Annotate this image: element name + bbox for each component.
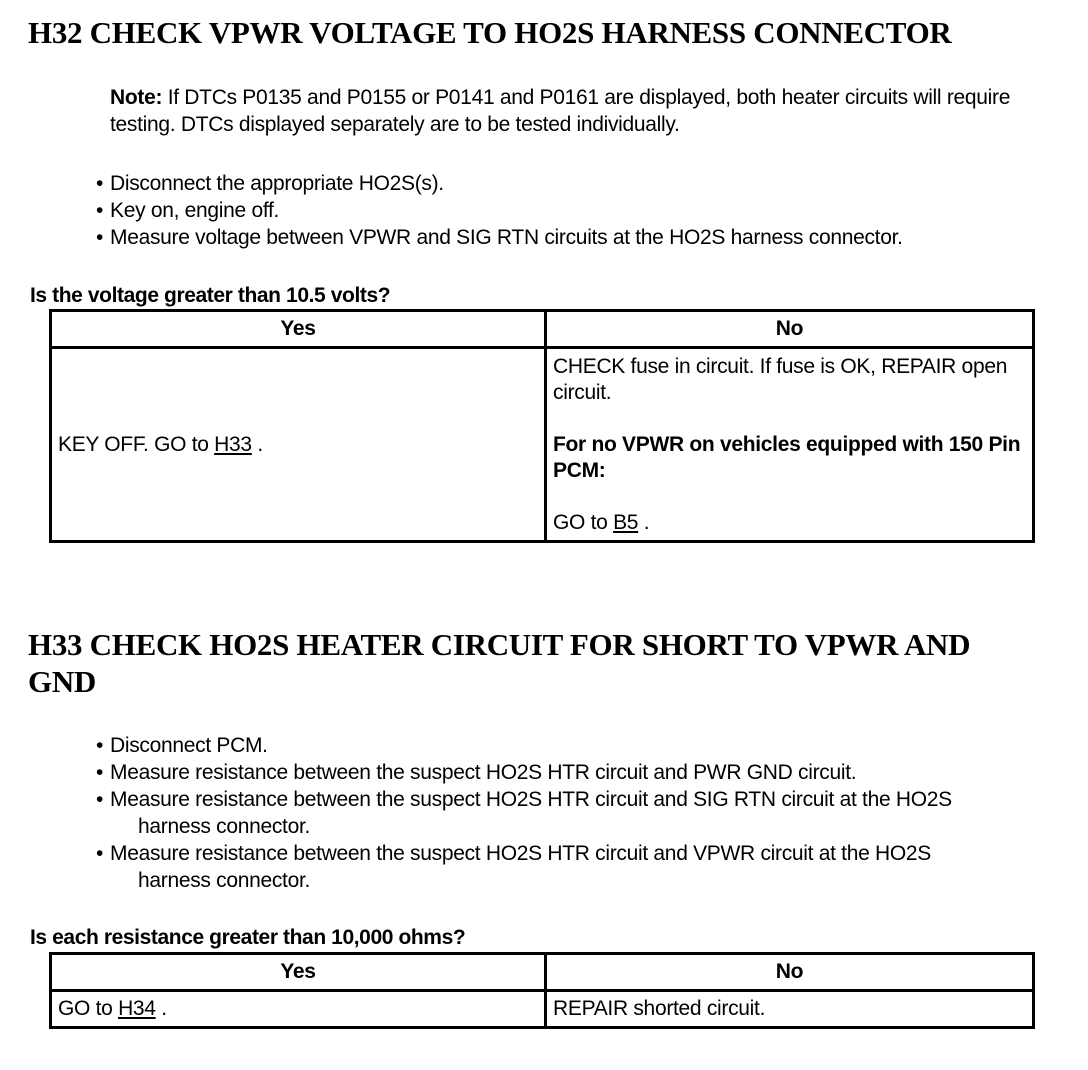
no-instruction: CHECK fuse in circuit. If fuse is OK, REPAIR open circuit. [553, 355, 1008, 404]
bullet-icon: • [96, 172, 104, 195]
yes-suffix: . [251, 432, 263, 456]
bullet-icon: • [96, 761, 104, 784]
list-item [96, 170, 903, 197]
no-suffix: . [638, 511, 650, 534]
h32-title: H32 CHECK VPWR VOLTAGE TO HO2S HARNESS CONNECTOR [28, 15, 952, 50]
h32-steps [96, 170, 903, 251]
no-header: No [546, 954, 1034, 991]
h33-title-line1: H33 CHECK HO2S HEATER CIRCUIT FOR SHORT TO VPWR AND [28, 627, 971, 662]
no-header: No [546, 311, 1034, 348]
no-subheading: For no VPWR on vehicles equipped with 150 Pin PCM: [553, 433, 1021, 482]
yes-text: GO to [58, 997, 119, 1020]
no-cell: REPAIR shorted circuit. [546, 991, 1034, 1028]
no-goto [553, 510, 1026, 536]
no-prefix: GO to [553, 511, 614, 534]
bullet-icon: • [96, 734, 104, 757]
step-text: Measure resistance between the suspect HO2S HTR circuit and VPWR circuit at the HO2S [110, 842, 931, 865]
note-text: If DTCs P0135 and P0155 or P0141 and P0161 are displayed, both heater circuits will require testing. DTCs displayed separately are to be tested individually. [110, 86, 1011, 136]
h33-link[interactable]: H33 [214, 432, 252, 456]
step-text: Measure voltage between VPWR and SIG RTN circuits at the HO2S harness connector. [110, 226, 903, 249]
step-text-continued: harness connector. [138, 815, 311, 838]
bullet-icon: • [96, 842, 104, 865]
list-item [96, 732, 952, 759]
yes-header: Yes [51, 954, 546, 991]
h32-question: Is the voltage greater than 10.5 volts? [30, 284, 391, 307]
h33-title [28, 626, 970, 700]
list-item [96, 197, 903, 224]
step-text: Disconnect PCM. [110, 734, 268, 757]
h33-steps [96, 732, 952, 894]
step-text: Disconnect the appropriate HO2S(s). [110, 172, 444, 195]
bullet-icon: • [96, 226, 104, 249]
list-item [96, 786, 952, 840]
step-text: Measure resistance between the suspect HO2S HTR circuit and PWR GND circuit. [110, 761, 857, 784]
yes-cell [51, 991, 546, 1028]
step-text-continued: harness connector. [138, 869, 311, 892]
h32-note [110, 84, 1050, 138]
step-text: Key on, engine off. [110, 199, 280, 222]
note-label: Note: [110, 86, 163, 109]
h34-link[interactable]: H34 [118, 997, 156, 1020]
h33-result-table [49, 952, 1035, 1029]
no-cell [546, 348, 1034, 542]
yes-text: KEY OFF. GO to [58, 432, 215, 456]
yes-suffix: . [155, 997, 167, 1020]
yes-header: Yes [51, 311, 546, 348]
yes-cell [51, 348, 546, 542]
h32-result-table [49, 309, 1035, 543]
list-item [96, 840, 952, 894]
bullet-icon: • [96, 788, 104, 811]
h33-question: Is each resistance greater than 10,000 ohms? [30, 926, 466, 949]
list-item [96, 224, 903, 251]
bullet-icon: • [96, 199, 104, 222]
list-item [96, 759, 952, 786]
step-text: Measure resistance between the suspect HO2S HTR circuit and SIG RTN circuit at the HO2S [110, 788, 952, 811]
h33-title-line2: GND [28, 664, 96, 699]
b5-link[interactable]: B5 [613, 511, 639, 534]
